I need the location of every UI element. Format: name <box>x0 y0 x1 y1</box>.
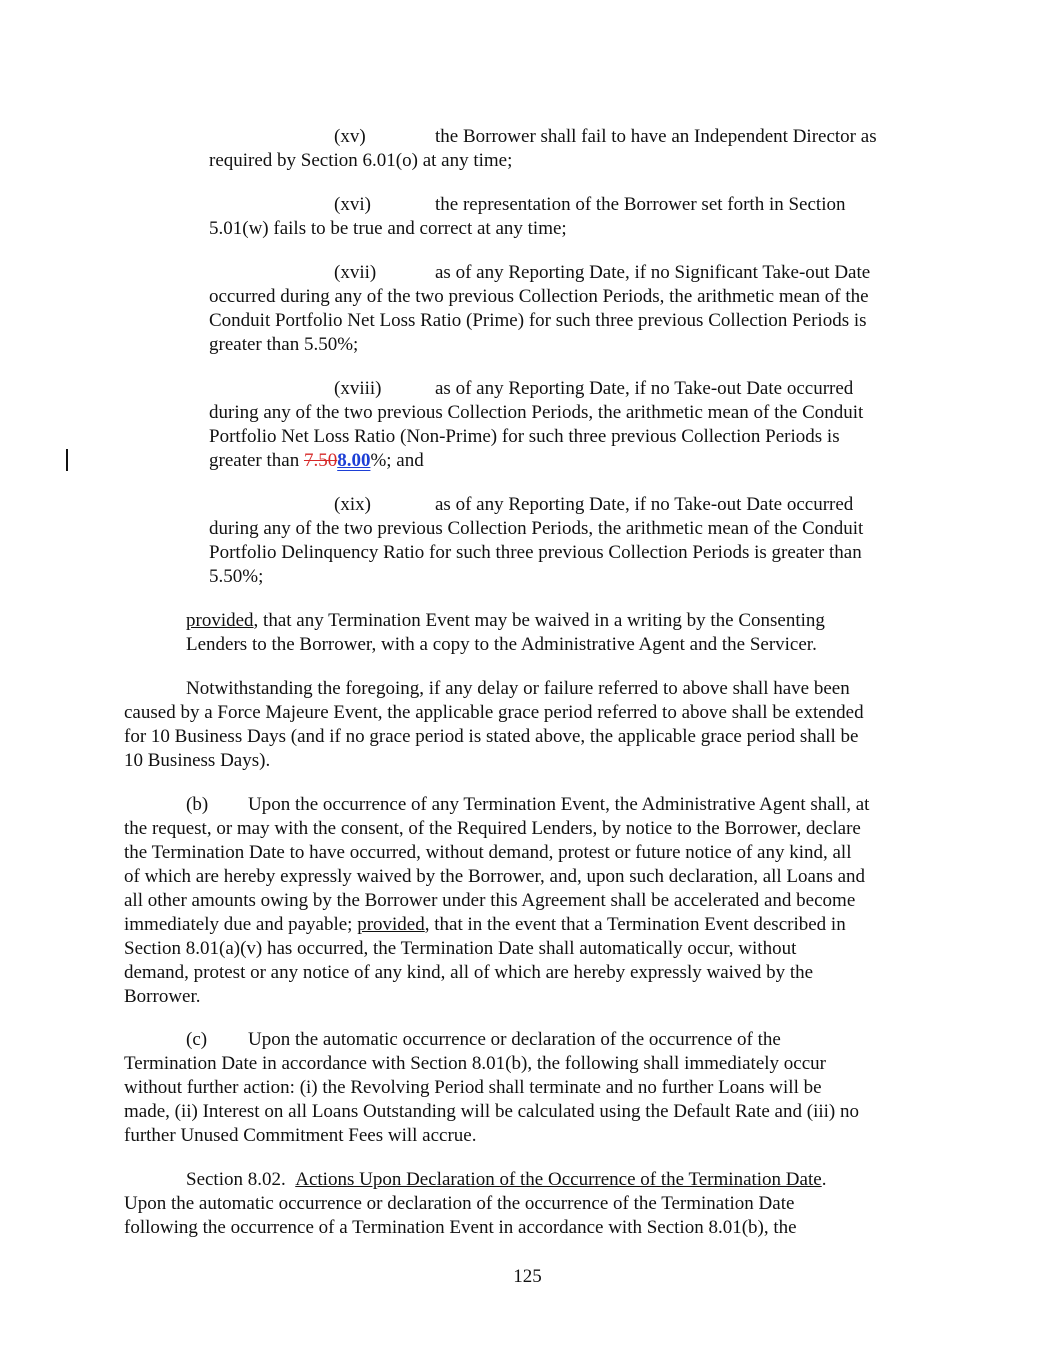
clause-text: 5.50%; <box>209 566 264 587</box>
clause-xix <box>209 493 863 589</box>
clause-number: (xvii) <box>334 262 377 283</box>
clause-xviii <box>209 377 863 473</box>
clause-text: 5.01(w) fails to be true and correct at any time; <box>209 218 567 239</box>
clause-xvi <box>209 193 846 241</box>
clause-text: during any of the two previous Collection Periods, the arithmetic mean of the Conduit <box>209 402 864 423</box>
clause-text: occurred during any of the two previous Collection Periods, the arithmetic mean of the <box>209 286 869 307</box>
revision-change-bar <box>66 449 68 471</box>
clause-xv <box>209 125 877 173</box>
page-number: 125 <box>513 1266 542 1287</box>
clause-text: as of any Reporting Date, if no Significant Take-out Date <box>435 262 871 283</box>
paragraph-b: (b) Upon the occurrence of any Termination Event, the Administrative Agent shall, at the request, or may with the consent, of the Required Lenders, by notice to the Borrower, declare the Termination Date to have occurred, without demand, protest or future notice of any kind, all of which are hereby expressly waived by the Borrower, and, upon such declaration, all Loans and all other amounts owing by the Borrower under this Agreement shall be accelerated and become immediately due and payable; provided, that in the event that a Termination Event described in Section 8.01(a)(v) has occurred, the Termination Date shall automatically occur, without demand, protest or any notice of any kind, all of which are hereby expressly waived by the Borrower. <box>124 794 870 1007</box>
force-majeure-paragraph: Notwithstanding the foregoing, if any delay or failure referred to above shall have been caused by a Force Majeure Event, the applicable grace period referred to above shall be extended for 10 Business Days (and if no grace period is stated above, the applicable grace period shall be 10 Business Days). <box>124 678 864 771</box>
deleted-text: 7.50 <box>303 450 338 471</box>
clause-text-amended: greater than 7.508.00%; and <box>209 450 424 471</box>
clause-text: as of any Reporting Date, if no Take-out Date occurred <box>435 378 854 399</box>
section-label: Section 8.02. <box>186 1169 286 1190</box>
clause-text: greater than 5.50%; <box>209 334 359 355</box>
clause-text: required by Section 6.01(o) at any time; <box>209 150 513 171</box>
clause-text: as of any Reporting Date, if no Take-out Date occurred <box>435 494 854 515</box>
provided-term: provided <box>357 914 425 935</box>
clause-text: the Borrower shall fail to have an Independent Director as <box>435 126 877 147</box>
clause-text: during any of the two previous Collection Periods, the arithmetic mean of the Conduit <box>209 518 864 539</box>
proviso-paragraph: provided, that any Termination Event may be waived in a writing by the Consenting Lenders to the Borrower, with a copy to the Administrative Agent and the Servicer. <box>186 610 825 655</box>
section-8-02: Section 8.02. Actions Upon Declaration of the Occurrence of the Termination Date. Upon the automatic occurrence or declaration of the occurrence of the Termination Date following the occurrence of a Termination Event in accordance with Section 8.01(b), the <box>124 1169 827 1238</box>
provided-term: provided <box>186 610 254 631</box>
clause-text: Conduit Portfolio Net Loss Ratio (Prime) for such three previous Collection Periods is <box>209 310 867 331</box>
clause-number: (xix) <box>334 494 371 515</box>
paragraph-c: (c) Upon the automatic occurrence or declaration of the occurrence of the Termination Date in accordance with Section 8.01(b), the following shall immediately occur without further action: (i) the Revolving Period shall terminate and no further Loans will be made, (ii) Interest on all Loans Outstanding will be calculated using the Default Rate and (iii) no further Unused Commitment Fees will accrue. <box>124 1029 859 1146</box>
clause-number: (xvi) <box>334 194 371 215</box>
paragraph-label: (b) <box>186 794 209 815</box>
paragraph-label: (c) <box>186 1029 208 1050</box>
section-heading: Actions Upon Declaration of the Occurrence of the Termination Date <box>295 1169 822 1190</box>
inserted-text: 8.00 <box>337 450 371 471</box>
clause-text: Portfolio Net Loss Ratio (Non-Prime) for such three previous Collection Periods is <box>209 426 840 447</box>
clause-text: the representation of the Borrower set forth in Section <box>435 194 846 215</box>
clause-number: (xv) <box>334 126 366 147</box>
clause-number: (xviii) <box>334 378 382 399</box>
clause-text: Portfolio Delinquency Ratio for such three previous Collection Periods is greater than <box>209 542 862 563</box>
clause-xvii <box>209 261 870 357</box>
